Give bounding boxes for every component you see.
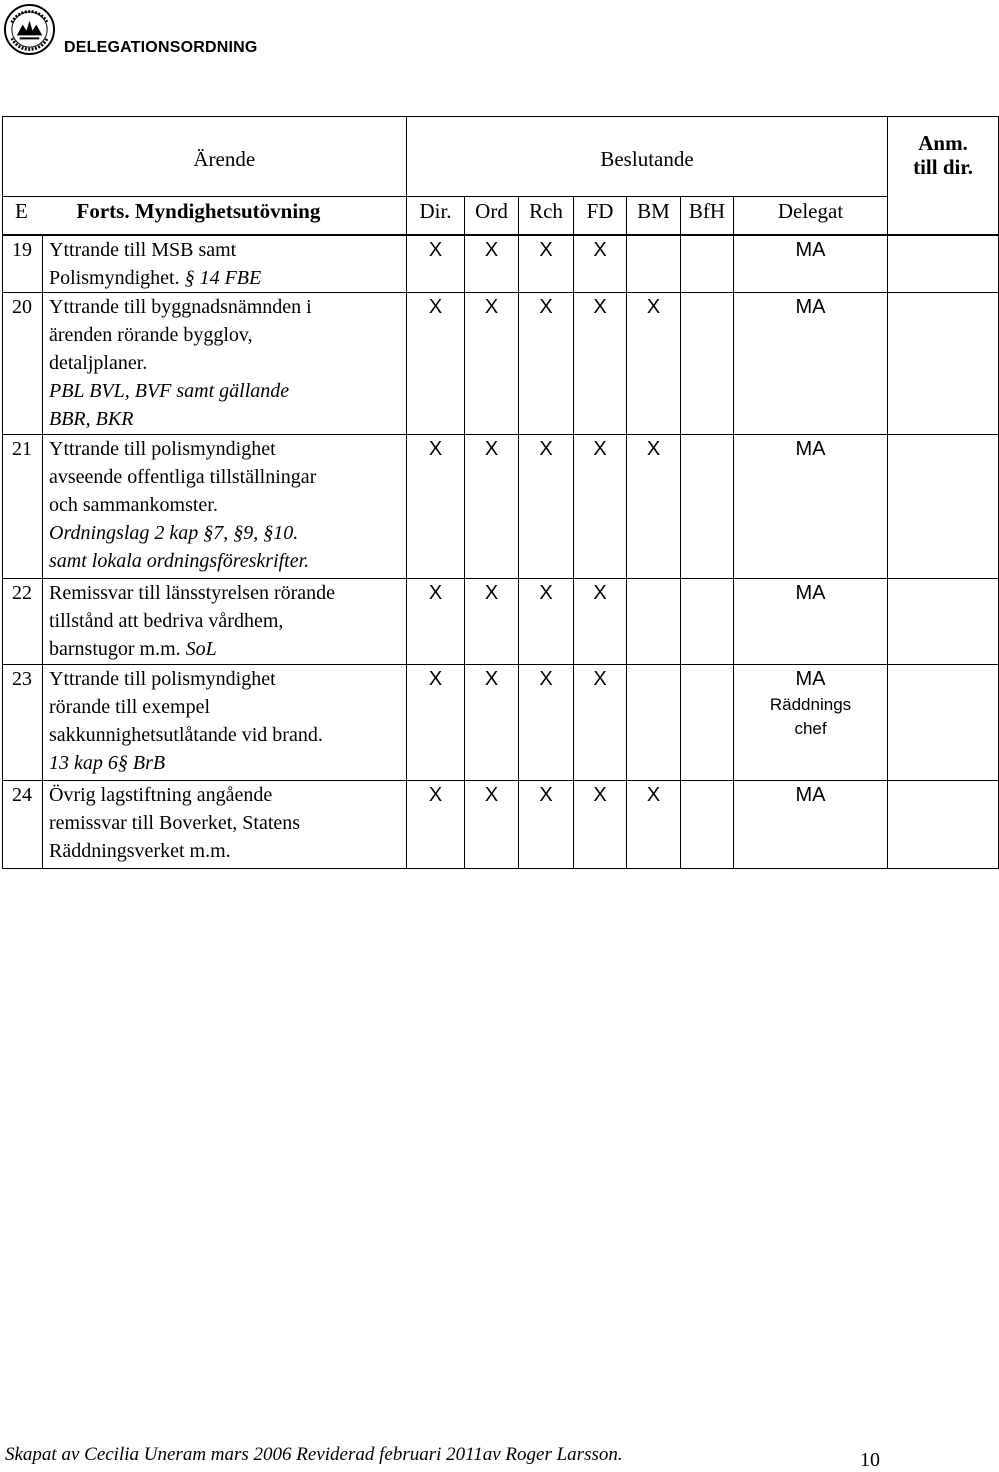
table-row — [3, 434, 999, 578]
anm-cell — [888, 664, 999, 780]
row-line-text: barnstugor m.m. — [49, 637, 181, 660]
delegation-table — [2, 116, 999, 869]
mark-rch: X — [519, 664, 574, 780]
mark-bm: X — [627, 292, 681, 434]
mark-ord: X — [465, 664, 519, 780]
law-reference: Ordningslag 2 kap §7, §9, §10. — [49, 521, 299, 544]
anm-cell — [888, 434, 999, 578]
mark-rch: X — [519, 292, 574, 434]
footer-credit: Skapat av Cecilia Uneram mars 2006 Reviderad februari 2011av Roger Larsson. — [5, 1444, 623, 1465]
mark-dir: X — [407, 292, 465, 434]
mark-bm — [627, 664, 681, 780]
mark-rch: X — [519, 434, 574, 578]
mark-fd: X — [574, 780, 627, 868]
row-number: 23 — [3, 664, 43, 780]
mark-bfh — [681, 235, 734, 293]
law-reference: PBL BVL, BVF samt gällande — [49, 379, 290, 402]
header-anm-line1: Anm. — [918, 131, 968, 155]
row-number: 20 — [3, 292, 43, 434]
row-line: Yttrande till MSB samt — [49, 238, 237, 261]
header-anm-line2: till dir. — [913, 155, 973, 179]
row-line: sakkunnighetsutlåtande vid brand. — [49, 723, 323, 746]
mark-dir: X — [407, 780, 465, 868]
mark-bfh — [681, 780, 734, 868]
delegat-note: Räddnings — [769, 694, 852, 714]
mark-ord: X — [465, 235, 519, 293]
row-line: Räddningsverket m.m. — [49, 839, 231, 862]
mark-rch: X — [519, 780, 574, 868]
law-reference-text: BrB — [132, 751, 166, 774]
mark-fd: X — [574, 235, 627, 293]
mark-bfh — [681, 664, 734, 780]
row-description — [43, 235, 407, 293]
mark-ord: X — [465, 292, 519, 434]
mark-bfh — [681, 434, 734, 578]
col-bm: BM — [627, 197, 681, 235]
mark-dir: X — [407, 578, 465, 664]
anm-cell — [888, 780, 999, 868]
mark-delegat — [734, 664, 888, 780]
mark-rch: X — [519, 235, 574, 293]
law-reference: SoL — [185, 637, 217, 660]
section-sign-icon: § — [184, 266, 195, 289]
mark-delegat: MA — [734, 434, 888, 578]
mark-dir: X — [407, 235, 465, 293]
row-number: 24 — [3, 780, 43, 868]
section-sign-icon: § — [263, 521, 274, 544]
page-number: 10 — [860, 1449, 880, 1471]
row-line: Övrig lagstiftning angående — [49, 783, 273, 806]
mark-ord: X — [465, 780, 519, 868]
col-dir: Dir. — [407, 197, 465, 235]
row-line: och sammankomster. — [49, 493, 218, 516]
col-ord: Ord — [465, 197, 519, 235]
row-line: tillstånd att bedriva vårdhem, — [49, 609, 284, 632]
row-line: ärenden rörande bygglov, — [49, 323, 253, 346]
row-description — [43, 292, 407, 434]
mark-dir: X — [407, 664, 465, 780]
row-number: 21 — [3, 434, 43, 578]
section-title: Forts. Myndighetsutövning — [43, 197, 407, 235]
mark-bfh — [681, 292, 734, 434]
mark-fd: X — [574, 434, 627, 578]
section-sign-icon: § — [117, 751, 128, 774]
section-sign-icon: § — [233, 521, 244, 544]
mark-rch: X — [519, 578, 574, 664]
mark-ord: X — [465, 578, 519, 664]
anm-cell — [888, 292, 999, 434]
mark-fd: X — [574, 578, 627, 664]
row-description — [43, 780, 407, 868]
table-row — [3, 292, 999, 434]
mark-ord: X — [465, 434, 519, 578]
row-number: 19 — [3, 235, 43, 293]
mark-bm — [627, 578, 681, 664]
delegat-value: MA — [795, 667, 826, 690]
col-fd: FD — [574, 197, 627, 235]
table-row — [3, 780, 999, 868]
organization-seal-logo — [3, 3, 56, 56]
law-reference: 14 FBE — [199, 266, 262, 289]
row-line: rörande till exempel — [49, 695, 211, 718]
header-beslutande: Beslutande — [407, 117, 888, 197]
law-reference-text: 13 kap 6 — [49, 751, 118, 774]
header-arende: Ärende — [43, 117, 407, 197]
row-line: Yttrande till polismyndighet — [49, 437, 276, 460]
mark-delegat: MA — [734, 235, 888, 293]
row-description — [43, 434, 407, 578]
row-line: remissvar till Boverket, Statens — [49, 811, 301, 834]
row-line — [49, 264, 406, 292]
header-anm — [888, 117, 999, 235]
anm-cell — [888, 235, 999, 293]
mark-fd: X — [574, 664, 627, 780]
table-row — [3, 235, 999, 293]
mark-bfh — [681, 578, 734, 664]
mark-delegat: MA — [734, 292, 888, 434]
row-line-text: Polismyndighet. — [49, 266, 180, 289]
row-description — [43, 578, 407, 664]
mark-bm — [627, 235, 681, 293]
law-reference: samt lokala ordningsföreskrifter. — [49, 549, 310, 572]
header-spacer — [3, 117, 43, 197]
law-reference: BBR, BKR — [49, 407, 134, 430]
col-bfh: BfH — [681, 197, 734, 235]
mark-bm: X — [627, 434, 681, 578]
col-rch: Rch — [519, 197, 574, 235]
mark-dir: X — [407, 434, 465, 578]
mark-delegat: MA — [734, 780, 888, 868]
mark-fd: X — [574, 292, 627, 434]
col-delegat: Delegat — [734, 197, 888, 235]
mark-delegat: MA — [734, 578, 888, 664]
section-sign-icon: § — [203, 521, 214, 544]
document-title: DELEGATIONSORDNING — [64, 39, 258, 56]
table-row — [3, 664, 999, 780]
row-line: Yttrande till polismyndighet — [49, 667, 276, 690]
row-number: 22 — [3, 578, 43, 664]
mark-bm: X — [627, 780, 681, 868]
row-line: Yttrande till byggnadsnämnden i — [49, 295, 312, 318]
law-reference — [49, 749, 406, 777]
row-line — [49, 635, 406, 663]
row-line: avseende offentliga tillställningar — [49, 465, 317, 488]
delegat-note: chef — [794, 718, 827, 738]
anm-cell — [888, 578, 999, 664]
row-line: Remissvar till länsstyrelsen rörande — [49, 581, 336, 604]
row-line: detaljplaner. — [49, 351, 148, 374]
table-row — [3, 578, 999, 664]
row-description — [43, 664, 407, 780]
section-letter: E — [3, 197, 43, 235]
